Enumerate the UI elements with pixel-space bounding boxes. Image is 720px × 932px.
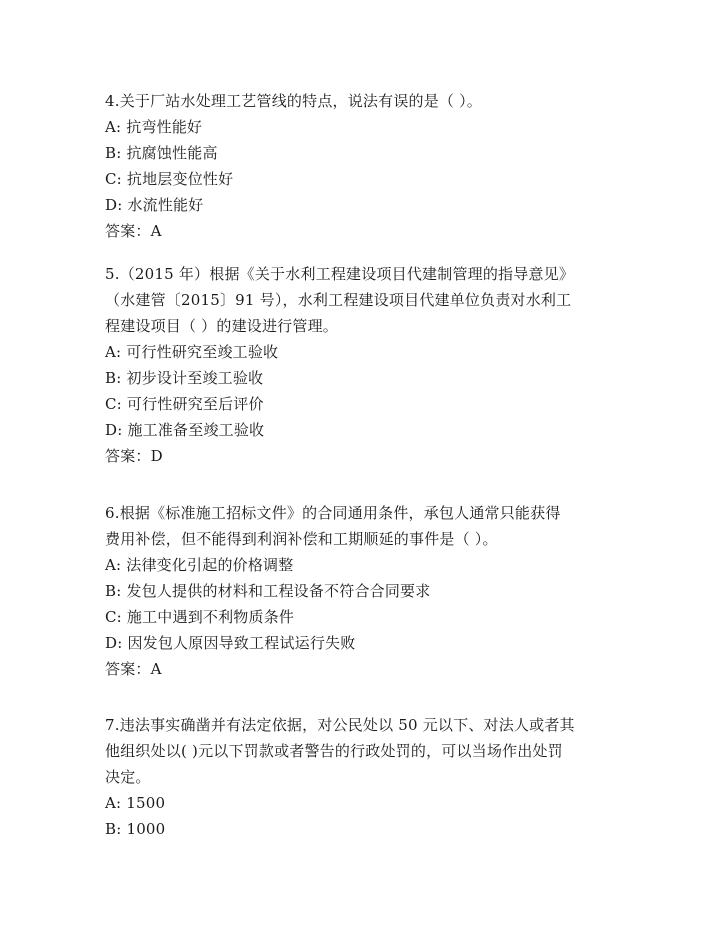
question-stem-line: （水建管〔2015〕91 号），水利工程建设项目代建单位负责对水利工: [105, 291, 572, 309]
question-stem-line: 决定。: [105, 768, 151, 786]
option-d: D: 因发包人原因导致工程试运行失败: [105, 634, 356, 652]
question-stem-line: 5.（2015 年）根据《关于水利工程建设项目代建制管理的指导意见》: [105, 265, 575, 283]
question-6: [105, 500, 625, 682]
option-d: D: 施工准备至竣工验收: [105, 421, 265, 439]
option-d: D: 水流性能好: [105, 196, 204, 214]
question-5: [105, 261, 625, 469]
question-stem-line: 4.关于厂站水处理工艺管线的特点，说法有误的是（ ）。: [105, 92, 482, 110]
question-stem-line: 7.违法事实确凿并有法定依据，对公民处以 50 元以下、对法人或者其: [105, 716, 575, 734]
answer-line: 答案：D: [105, 447, 163, 465]
question-7: [105, 712, 625, 842]
answer-line: 答案：A: [105, 222, 162, 240]
answer-line: 答案：A: [105, 660, 162, 678]
question-4: [105, 88, 625, 244]
option-b: B: 1000: [105, 820, 166, 838]
option-a: A: 1500: [105, 794, 166, 812]
option-c: C: 抗地层变位性好: [105, 170, 234, 188]
option-a: A: 法律变化引起的价格调整: [105, 556, 294, 574]
option-c: C: 可行性研究至后评价: [105, 395, 264, 413]
option-b: B: 初步设计至竣工验收: [105, 369, 264, 387]
question-stem-line: 他组织处以( )元以下罚款或者警告的行政处罚的，可以当场作出处罚: [105, 742, 563, 760]
option-c: C: 施工中遇到不利物质条件: [105, 608, 295, 626]
question-stem-line: 费用补偿，但不能得到利润补偿和工期顺延的事件是（ ）。: [105, 530, 498, 548]
option-b: B: 抗腐蚀性能高: [105, 144, 218, 162]
option-a: A: 抗弯性能好: [105, 118, 203, 136]
question-stem-line: 6.根据《标准施工招标文件》的合同通用条件，承包人通常只能获得: [105, 504, 561, 522]
question-stem-line: 程建设项目（ ）的建设进行管理。: [105, 317, 338, 335]
option-a: A: 可行性研究至竣工验收: [105, 343, 279, 361]
option-b: B: 发包人提供的材料和工程设备不符合合同要求: [105, 582, 431, 600]
